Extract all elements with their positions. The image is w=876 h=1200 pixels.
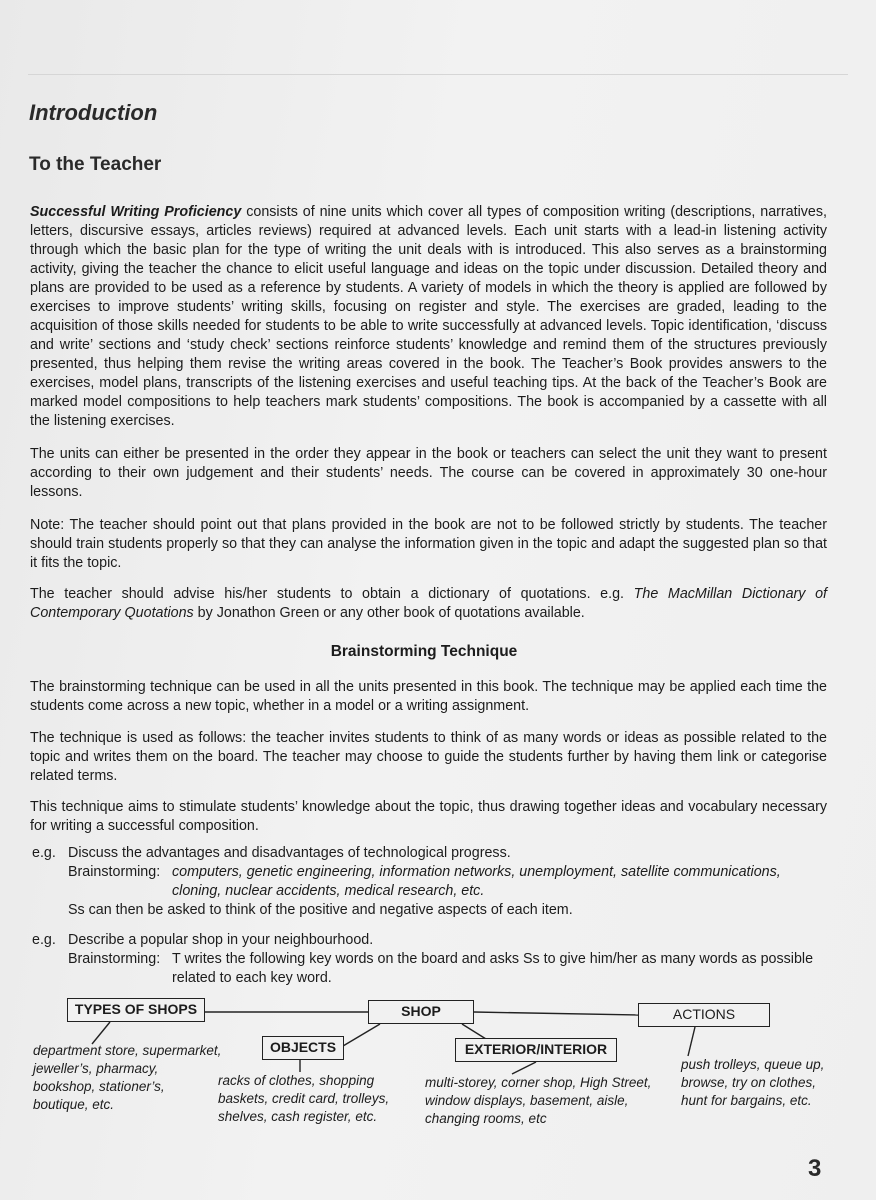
- paragraph-brainstorm-intro: The brainstorming technique can be used in all the units presented in this book. The technique may be applied each time the students come across a new topic, whether in a model or a writing assignment.: [30, 679, 827, 714]
- subsection-title: To the Teacher: [29, 154, 162, 175]
- brainstorming-instructions: T writes the following key words on the board and asks Ss to give him/her as many words as possible related to each key word.: [172, 951, 814, 986]
- brainstorming-words: computers, genetic engineering, information networks, unemployment, satellite communications, cloning, nuclear accidents, medical research, etc.: [172, 864, 781, 899]
- overview-text: consists of nine units which cover all types of composition writing (descriptions, narratives, letters, discursive essays, articles reviews) required at advanced levels. Each unit starts with a lead-in listening activity through which the basic plan for the type of writing the unit deals with is introduced. This also serves as a brainstorming activity, giving the teacher the chance to elicit useful language and ideas on the topic under discussion. Detailed theory and plans are provided to be used as a reference by students. A variety of models in which the theory is applied are followed by exercises to improve students’ writing skills, focusing on register and style. The exercises are graded, leading to the acquisition of those skills needed for students to be able to write successfully at advanced levels. Topic identification, ‘discuss and write’ sections and ‘study check’ sections reinforce students’ knowledge and remind them of the structures previously presented, thus helping them revise the writing areas covered in the book. The Teacher’s Book provides answers to the exercises, model plans, transcripts of the listening exercises and useful teaching tips. At the back of the Teacher’s Book are marked model compositions to help teachers mark students’ compositions. The book is accompanied by a cassette with all the listening exercises.: [30, 204, 827, 429]
- example-label: e.g.: [32, 845, 56, 861]
- brainstorming-label: Brainstorming:: [68, 864, 161, 880]
- paragraph-overview: [30, 203, 827, 431]
- types-of-shops-words: department store, supermarket, jeweller’s, pharmacy, bookshop, stationer’s, boutique, etc.: [33, 1043, 222, 1112]
- exterior-interior-box: EXTERIOR/INTERIOR: [455, 1038, 617, 1062]
- paragraph-dictionary: The teacher should advise his/her students to obtain a dictionary of quotations. e.g. The MacMillan Dictionary of Contemporary Quotations by Jonathon Green or any other book of quotations available.: [30, 586, 827, 621]
- shop-box: SHOP: [368, 1000, 474, 1024]
- example-technology: [32, 844, 832, 920]
- types-of-shops-box: TYPES OF SHOPS: [67, 998, 205, 1022]
- top-rule: [28, 74, 848, 75]
- example-followup: Ss can then be asked to think of the positive and negative aspects of each item.: [68, 902, 573, 918]
- actions-box: ACTIONS: [638, 1003, 770, 1027]
- example-shop: [32, 931, 832, 988]
- example-label: e.g.: [32, 932, 56, 948]
- book-title: Successful Writing Proficiency: [30, 204, 242, 220]
- brainstorming-heading: Brainstorming Technique: [330, 643, 518, 660]
- brainstorming-label: Brainstorming:: [68, 951, 161, 967]
- paragraph-brainstorm-method: The technique is used as follows: the teacher invites students to think of as many words or ideas as possible related to the topic and writes them on the board. The teacher may choose to guide the students further by having them link or categorise related terms.: [30, 730, 827, 784]
- objects-words: racks of clothes, shopping baskets, credit card, trolleys, shelves, cash register, etc.: [218, 1073, 390, 1124]
- paragraph-units: The units can either be presented in the order they appear in the book or teachers can select the unit they want to present according to their own judgement and their students’ needs. The course can be covered in approximately 30 one-hour lessons.: [30, 446, 827, 500]
- paragraph-brainstorm-aim: This technique aims to stimulate students’ knowledge about the topic, thus drawing together ideas and vocabulary necessary for writing a successful composition.: [30, 799, 827, 834]
- section-title: Introduction: [29, 100, 158, 125]
- example-prompt: Discuss the advantages and disadvantages of technological progress.: [68, 845, 511, 861]
- exterior-interior-words: multi-storey, corner shop, High Street, window displays, basement, aisle, changing rooms, etc: [425, 1075, 652, 1126]
- dictionary-title: The MacMillan Dictionary of Contemporary Quotations: [30, 586, 827, 621]
- objects-box: OBJECTS: [262, 1036, 344, 1060]
- shop-diagram: [0, 990, 876, 1150]
- example-prompt: Describe a popular shop in your neighbourhood.: [68, 932, 374, 948]
- actions-words: push trolleys, queue up, browse, try on clothes, hunt for bargains, etc.: [681, 1057, 825, 1108]
- page-number: 3: [808, 1155, 822, 1182]
- paragraph-note: Note: The teacher should point out that plans provided in the book are not to be followed strictly by students. The teacher should train students properly so that they can analyse the information given in the topic and adapt the suggested plan so that it fits the topic.: [30, 517, 827, 571]
